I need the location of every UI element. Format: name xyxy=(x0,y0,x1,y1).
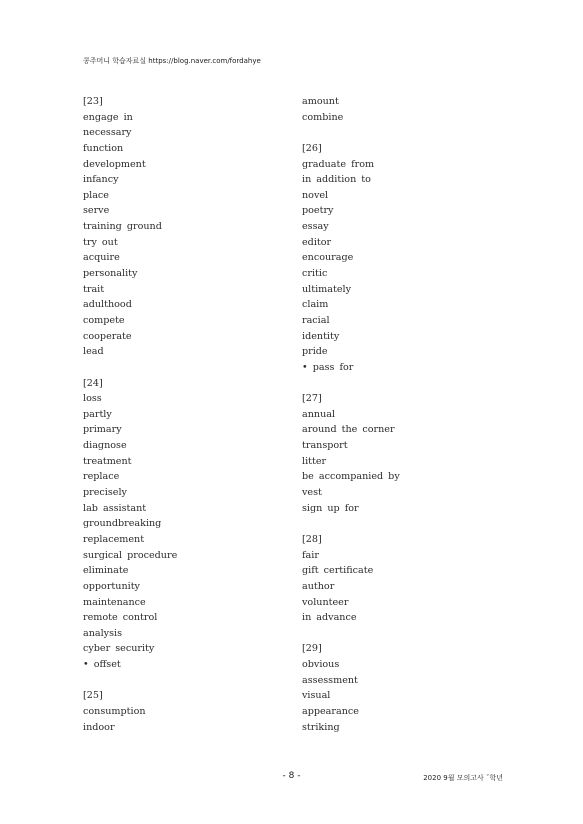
vocab-entry: opportunity xyxy=(83,580,140,592)
vocab-entry: acquire xyxy=(83,252,120,264)
exam-label: 2020 9월 모의고사 ˇ학년 xyxy=(423,774,503,782)
page-header: 콩주머니 학습자료실 https://blog.naver.com/fordahye xyxy=(83,57,261,65)
vocab-entry: cyber security xyxy=(83,643,155,655)
question-number: [27] xyxy=(302,393,322,405)
section-gap xyxy=(83,360,177,376)
page-number: - 8 - xyxy=(282,771,301,781)
vocab-entry: gift certificate xyxy=(302,565,374,577)
vocab-entry: in advance xyxy=(302,612,357,624)
section-gap xyxy=(302,376,400,392)
vocab-entry: author xyxy=(302,580,335,592)
vocab-entry: litter xyxy=(302,455,327,467)
vocab-entry: claim xyxy=(302,299,329,311)
vocab-entry: annual xyxy=(302,408,336,420)
left-word-column xyxy=(83,94,177,735)
question-number: [26] xyxy=(302,142,322,154)
vocab-entry: lead xyxy=(83,346,104,358)
vocab-entry: lab assistant xyxy=(83,502,147,514)
question-number: [23] xyxy=(83,96,103,107)
vocab-entry: place xyxy=(83,189,109,201)
vocab-entry: consumption xyxy=(83,705,146,717)
vocab-entry: striking xyxy=(302,721,340,733)
vocab-entry: surgical procedure xyxy=(83,549,178,561)
question-number: [28] xyxy=(302,533,322,545)
vocab-entry: development xyxy=(83,158,146,170)
vocab-entry: indoor xyxy=(83,721,115,733)
question-number: [25] xyxy=(83,690,103,702)
vocab-entry: assessment xyxy=(302,674,358,686)
vocab-entry: poetry xyxy=(302,205,334,217)
vocab-entry: racial xyxy=(302,314,330,326)
section-gap xyxy=(302,516,400,532)
vocab-entry: ultimately xyxy=(302,283,352,295)
section-gap xyxy=(302,626,400,642)
vocab-entry: visual xyxy=(302,690,331,702)
vocab-entry: cooperate xyxy=(83,330,132,342)
vocab-entry: loss xyxy=(83,393,102,405)
vocab-entry: encourage xyxy=(302,252,354,264)
vocab-entry: primary xyxy=(83,424,122,436)
vocab-entry: be accompanied by xyxy=(302,471,400,483)
vocab-entry: fair xyxy=(302,549,319,561)
vocab-entry: analysis xyxy=(83,627,123,639)
vocab-entry: necessary xyxy=(83,127,132,139)
vocab-entry: remote control xyxy=(83,612,158,624)
vocab-entry: eliminate xyxy=(83,565,129,577)
vocab-entry: combine xyxy=(302,111,344,123)
vocab-entry: identity xyxy=(302,330,340,342)
vocab-entry: critic xyxy=(302,268,328,280)
vocab-entry: essay xyxy=(302,221,329,233)
section-gap xyxy=(83,673,177,689)
vocab-entry: around the corner xyxy=(302,424,395,436)
vocab-entry: groundbreaking xyxy=(83,518,162,530)
vocab-entry: serve xyxy=(83,205,110,217)
vocab-entry: transport xyxy=(302,440,348,452)
vocab-entry: vest xyxy=(302,487,322,499)
vocab-entry: maintenance xyxy=(83,596,146,608)
vocab-entry: diagnose xyxy=(83,440,127,452)
vocab-entry: amount xyxy=(302,96,339,107)
vocab-entry: appearance xyxy=(302,705,359,717)
vocab-entry: treatment xyxy=(83,455,132,467)
question-number: [24] xyxy=(83,377,103,389)
vocab-entry: infancy xyxy=(83,174,119,186)
vocab-entry: compete xyxy=(83,314,125,326)
vocab-entry: trait xyxy=(83,283,105,295)
vocab-entry: replacement xyxy=(83,533,145,545)
vocab-entry: training ground xyxy=(83,221,162,233)
vocab-entry: in addition to xyxy=(302,174,371,186)
vocab-entry: precisely xyxy=(83,487,127,499)
vocab-entry: try out xyxy=(83,236,118,248)
vocab-entry: • pass for xyxy=(302,361,354,373)
vocab-entry: replace xyxy=(83,471,120,483)
vocab-entry: adulthood xyxy=(83,299,132,311)
vocab-entry: pride xyxy=(302,346,328,358)
vocab-entry: function xyxy=(83,142,124,154)
vocab-entry: volunteer xyxy=(302,596,349,608)
vocab-entry: obvious xyxy=(302,659,340,671)
vocab-entry: graduate from xyxy=(302,158,375,170)
vocab-entry: • offset xyxy=(83,659,121,671)
section-gap xyxy=(302,125,400,141)
vocab-entry: engage in xyxy=(83,111,133,123)
question-number: [29] xyxy=(302,643,322,655)
vocab-entry: novel xyxy=(302,189,329,201)
vocab-entry: personality xyxy=(83,268,138,280)
right-word-column xyxy=(302,94,400,735)
vocab-entry: editor xyxy=(302,236,332,248)
vocab-entry: partly xyxy=(83,408,112,420)
vocab-entry: sign up for xyxy=(302,502,359,514)
